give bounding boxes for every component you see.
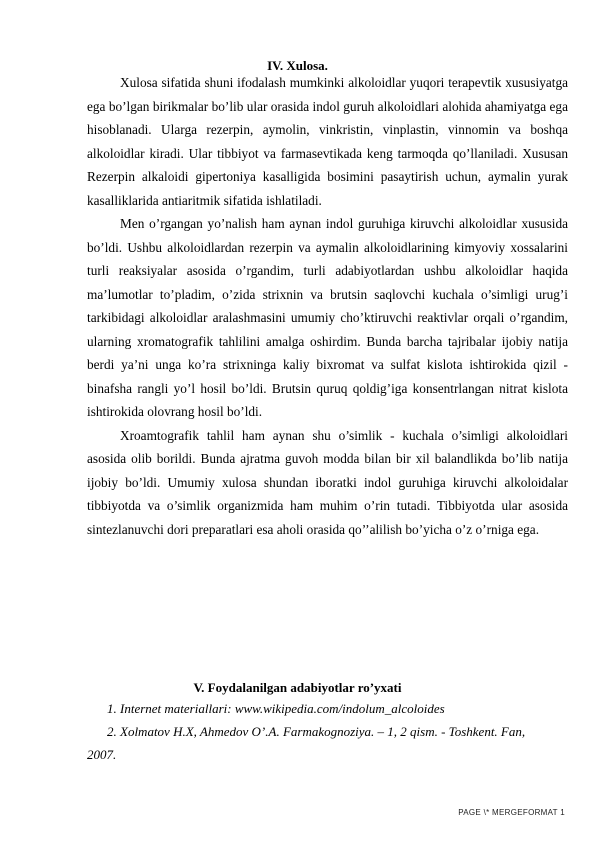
paragraph: Xulosa sifatida shuni ifodalash mumkinki alkoloidlar yuqori terapevtik xususiyatga ega bo’lgan birikmalar bo’lib ular orasida indol guruh alkoloidlari alohida ahamiyatga ega hisoblanadi. Ularga rezerpin, aymolin, vinkristin, vinplastin, vinnomin va boshqa alkoloidlar kiradi. Ular tibbiyot va farmasevtikada keng tarmoqda qo’llaniladi. Xususan Rezerpin alkaloidi gipertoniya kasalligida bosimini pasaytirish uchun, aymalin yurak kasalliklarida antiaritmik sifatida ishlatiladi.	[87, 75, 568, 208]
reference-item: 2. Xolmatov H.X, Ahmedov O’.A. Farmakognoziya. – 1, 2 qism. - Toshkent. Fan, 2007.	[87, 724, 526, 762]
paragraph: Xroamtografik tahlil ham aynan shu o’simlik - kuchala o’simligi alkoloidlari asosida olib borildi. Bunda ajratma guvoh modda bilan bir xil balandlikda bo’lib natija ijobiy bo’ldi. Umumiy xulosa shundan iboratki indol guruhiga kiruvchi alkoloidalar tibbiyotda va o’simlik organizmida ham muhim o’rin tutadi. Tibbiyotda ular asosida sintezlanuvchi dori preparatlari esa aholi orasida qo’’alilish bo’yicha o’z o’rniga ega.	[87, 427, 568, 537]
page-number-field: PAGE \* MERGEFORMAT 1	[458, 808, 565, 817]
section-title: IV. Xulosa.	[267, 58, 328, 73]
references-title: V. Foydalanilgan adabiyotlar ro’yxati	[193, 680, 402, 695]
reference-item: 1. Internet materiallari: www.wikipedia.com/indolum_alcoloides	[107, 701, 445, 716]
paragraph: Men o’rgangan yo’nalish ham aynan indol guruhiga kiruvchi alkoloidlar xususida bo’ldi. Ushbu alkoloidlardan rezerpin va aymalin alkoloidlarining kimyoviy xossalarini turli reaksiyalar asosida o’rgandim, turli adabiyotlardan ushbu alkoloidlar haqida ma’lumotlar to’pladim, o’zida strixnin va brutsin saqlovchi kuchala o’simligi urug’i tarkibidagi alkoloidlar aralashmasini umumiy cho’ktiruvchi reaktivlar orqali o’rgandim, ularning xromatografik tahlilini amalga oshirdim. Bunda barcha tajribalar ijobiy natija berdi ya’ni unga ko’ra strixninga kaliy bixromat va sulfat kislota ishtirokida qizil - binafsha rangli yo’l hosil bo’ldi. Brutsin quruq qoldig’iga konsentrlangan nitrat kislota ishtirokida olovrang hosil bo’ldi.	[87, 216, 568, 419]
conclusion-body	[87, 71, 568, 541]
references-list	[87, 697, 557, 766]
